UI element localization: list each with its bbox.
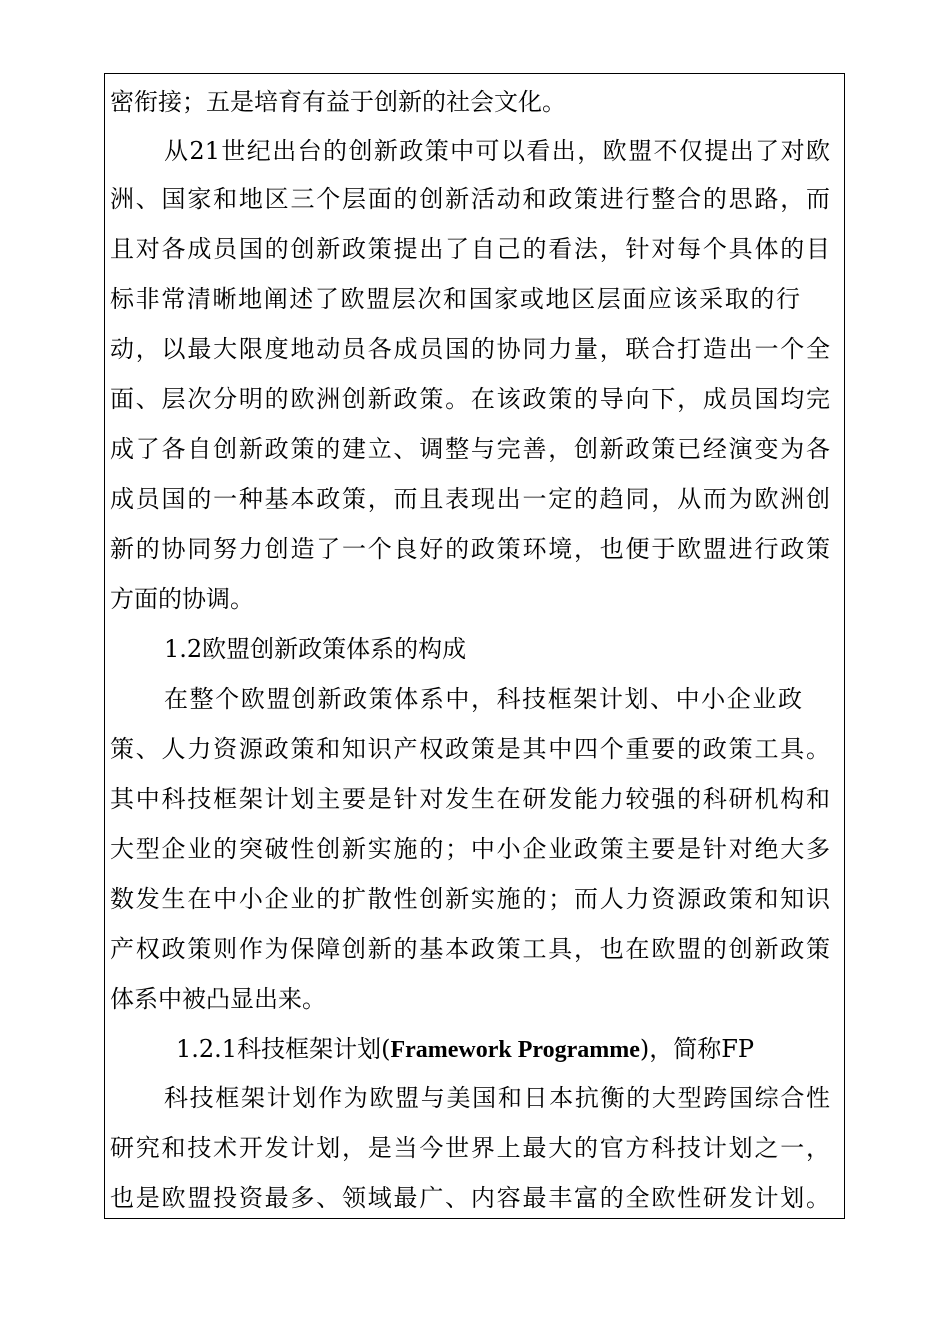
text-line: 科技框架计划作为欧盟与美国和日本抗衡的大型跨国综合性 [164, 1084, 830, 1112]
text-line: 数发生在中小企业的扩散性创新实施的；而人力资源政策和知识 [110, 885, 830, 913]
text-line: 策、人力资源政策和知识产权政策是其中四个重要的政策工具。 [110, 735, 830, 763]
text-line: 在整个欧盟创新政策体系中，科技框架计划、中小企业政 [164, 685, 802, 713]
text-line: 面、层次分明的欧洲创新政策。在该政策的导向下，成员国均完 [110, 385, 830, 413]
text-line: 也是欧盟投资最多、领域最广、内容最丰富的全欧性研发计划。 [110, 1184, 830, 1212]
heading-suffix: )，简称FP [639, 1035, 755, 1063]
text-line: 研究和技术开发计划，是当今世界上最大的官方科技计划之一， [110, 1134, 830, 1162]
text-line: 产权政策则作为保障创新的基本政策工具，也在欧盟的创新政策 [110, 935, 830, 963]
text-line: 成了各自创新政策的建立、调整与完善，创新政策已经演变为各 [110, 435, 830, 463]
text-line: 且对各成员国的创新政策提出了自己的看法，针对每个具体的目 [110, 235, 830, 263]
text-line: 方面的协调。 [110, 585, 254, 613]
text-line: 新的协同努力创造了一个良好的政策环境，也便于欧盟进行政策 [110, 535, 830, 563]
text-line: 洲、国家和地区三个层面的创新活动和政策进行整合的思路，而 [110, 185, 830, 213]
text-line: 其中科技框架计划主要是针对发生在研发能力较强的科研机构和 [110, 785, 830, 813]
text-line: 成员国的一种基本政策，而且表现出一定的趋同，从而为欧洲创 [110, 485, 830, 513]
heading-prefix: 1.2.1科技框架计划( [176, 1035, 391, 1063]
section-heading-1-2: 1.2欧盟创新政策体系的构成 [164, 635, 467, 663]
section-heading-1-2-1 [176, 1035, 754, 1064]
text-line: 密衔接；五是培育有益于创新的社会文化。 [110, 88, 566, 116]
text-line: 标非常清晰地阐述了欧盟层次和国家或地区层面应该采取的行 [110, 285, 800, 313]
text-line: 从21世纪出台的创新政策中可以看出，欧盟不仅提出了对欧 [164, 137, 830, 165]
heading-english-term: Framework Programme [390, 1037, 640, 1063]
text-line: 大型企业的突破性创新实施的；中小企业政策主要是针对绝大多 [110, 835, 830, 863]
text-line: 动，以最大限度地动员各成员国的协同力量，联合打造出一个全 [110, 335, 830, 363]
text-line: 体系中被凸显出来。 [110, 985, 326, 1013]
